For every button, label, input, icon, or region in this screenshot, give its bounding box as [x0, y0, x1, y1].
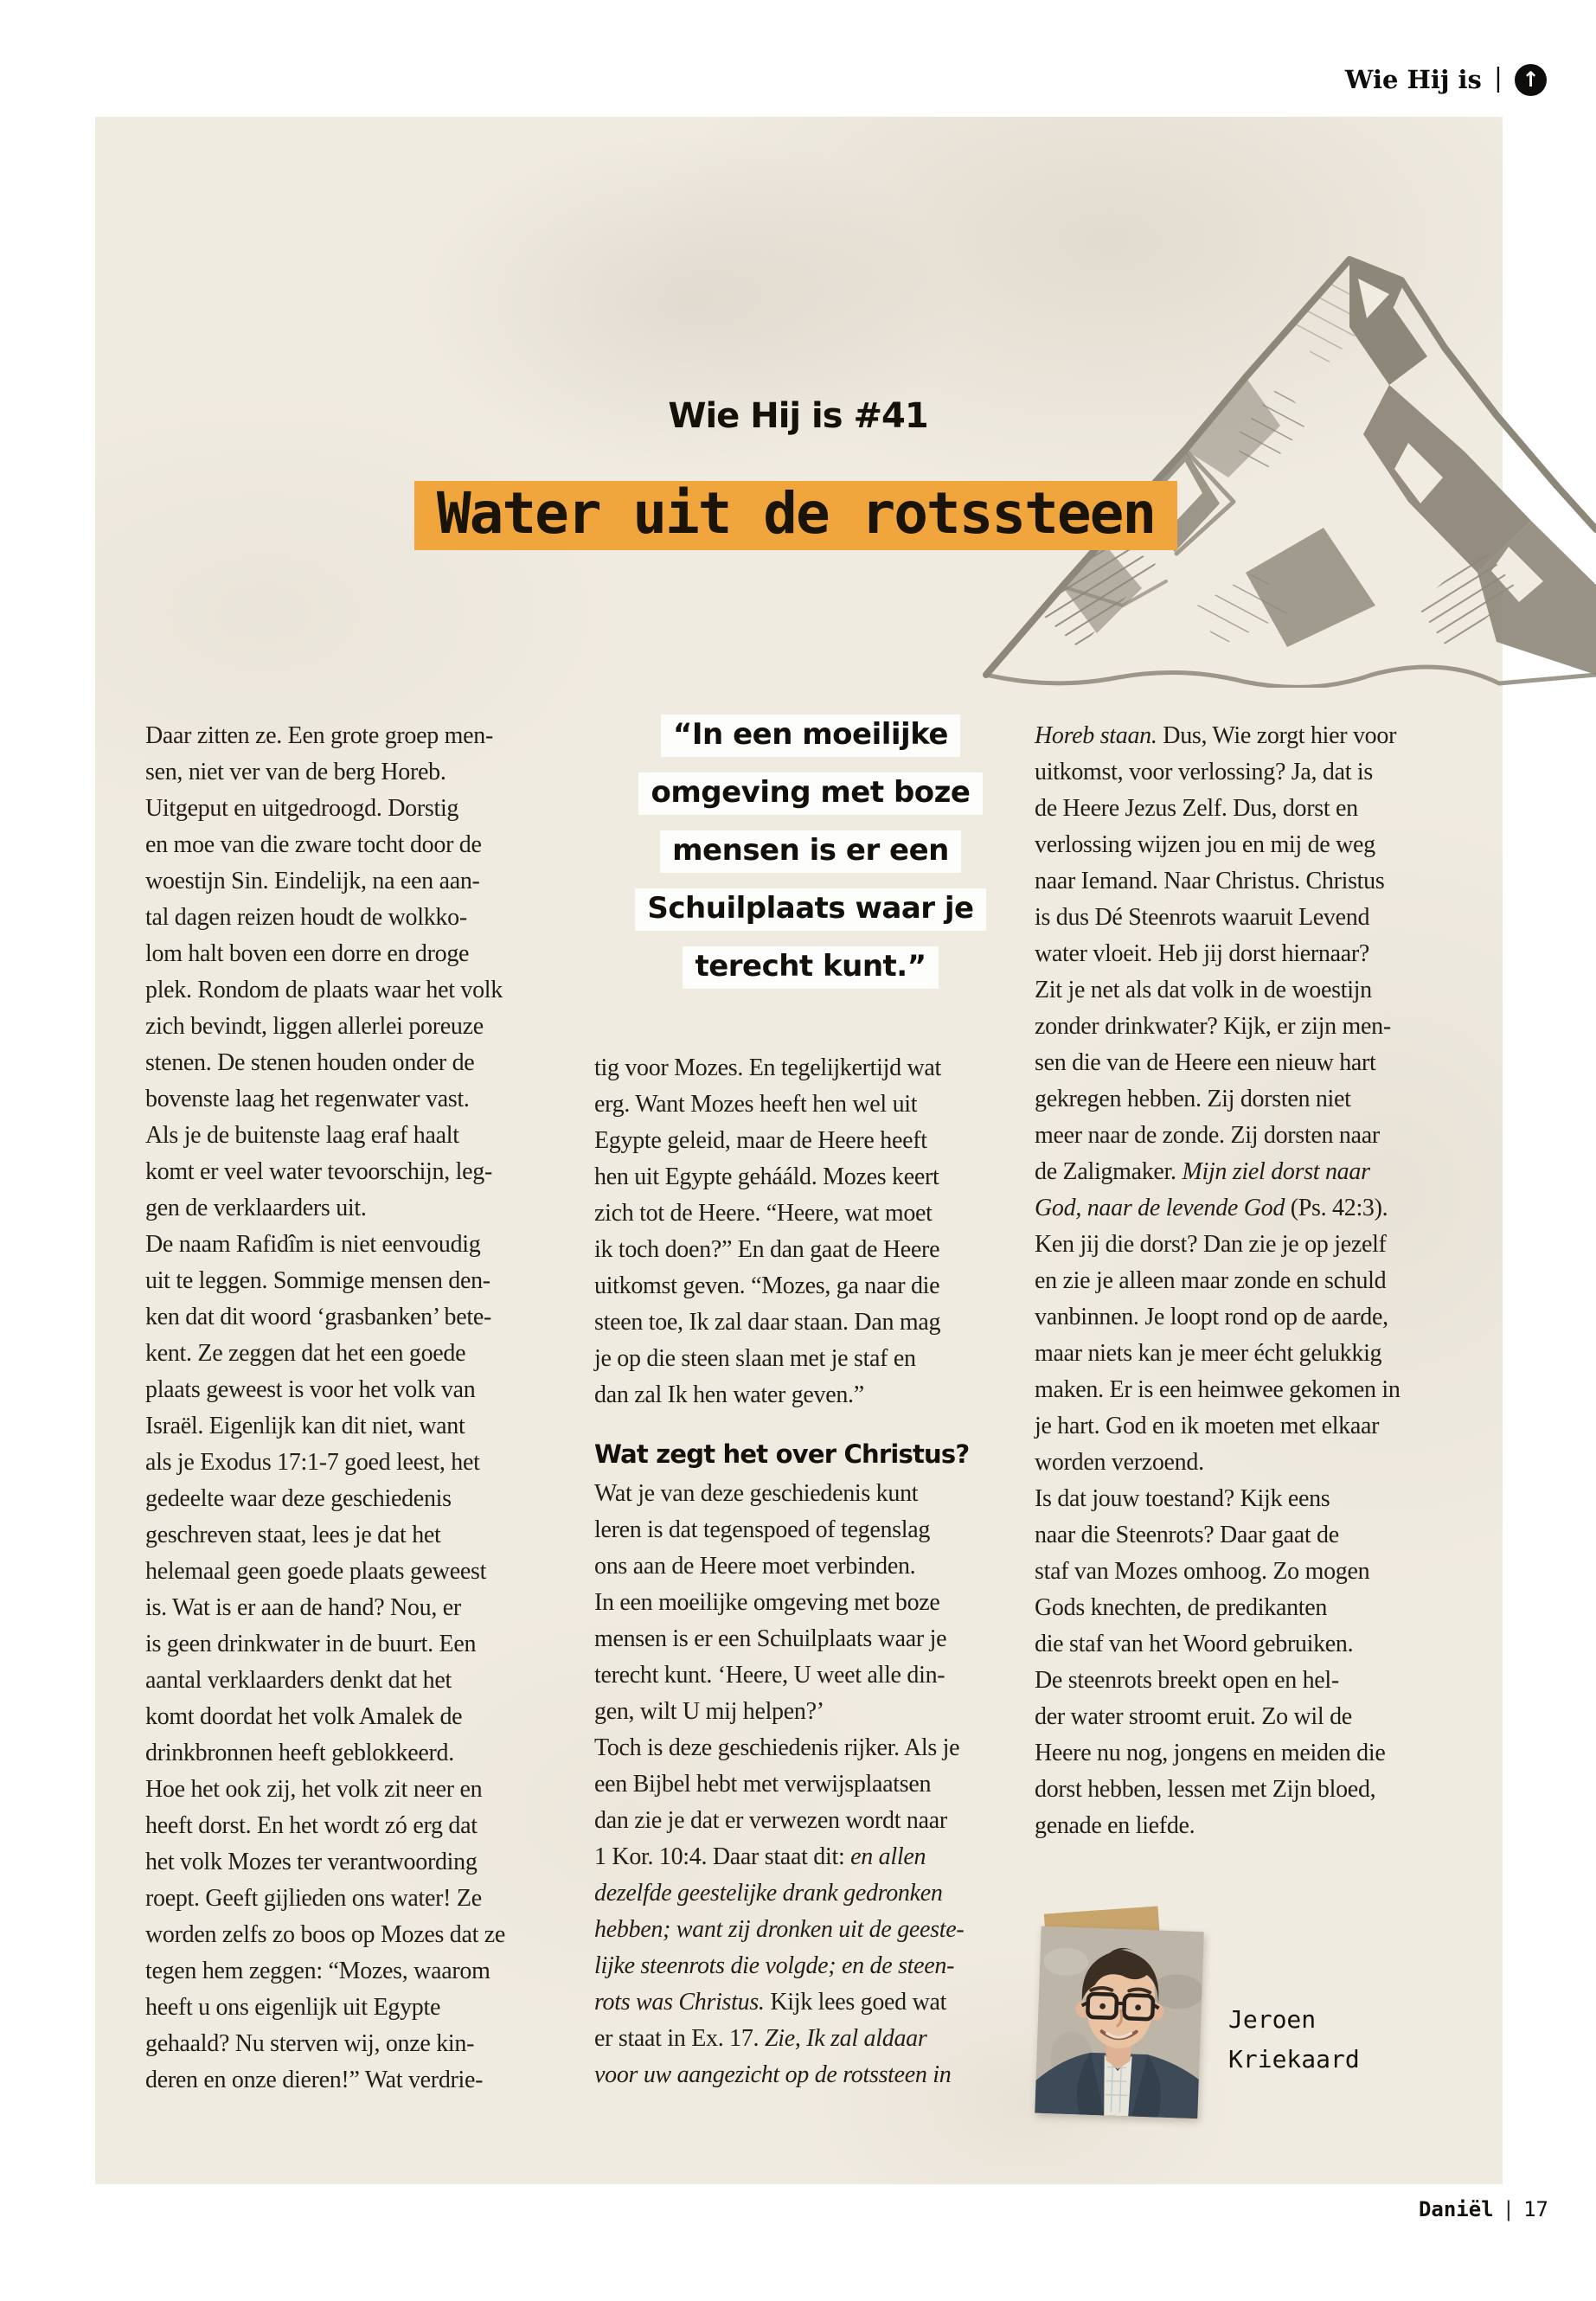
text-line: aantal verklaarders denkt dat het	[145, 1667, 452, 1694]
text-line: komt er veel water tevoorschijn, leg-	[145, 1158, 492, 1185]
text-line: zich tot de Heere. “Heere, wat moet	[594, 1200, 933, 1227]
text-line: De naam Rafidîm is niet eenvoudig	[145, 1231, 481, 1258]
author-last-name: Kriekaard	[1228, 2045, 1360, 2073]
text-line: sen, niet ver van de berg Horeb.	[145, 759, 446, 785]
text-line: is geen drinkwater in de buurt. Een	[145, 1631, 477, 1657]
running-header-title: Wie Hij is	[1344, 65, 1482, 94]
text-line: lijke steenrots die volgde; en de steen-	[594, 1952, 955, 1979]
footer-separator: |	[1502, 2197, 1516, 2221]
text-line: rots was Christus. Kijk lees goed wat	[594, 1989, 947, 2016]
text-line: maar niets kan je meer écht gelukkig	[1035, 1340, 1382, 1367]
text-line: worden verzoend.	[1035, 1449, 1204, 1476]
pull-quote-line: “In een moeilijke	[594, 715, 1027, 772]
text-line: er staat in Ex. 17. Zie, Ik zal aldaar	[594, 2025, 927, 2052]
article-column-1	[145, 718, 578, 2099]
text-line: Toch is deze geschiedenis rijker. Als je	[594, 1734, 960, 1761]
text-line: stenen. De stenen houden onder de	[145, 1049, 475, 1076]
text-line: Wat je van deze geschiedenis kunt	[594, 1480, 919, 1507]
mountain-sketch-illustration	[958, 242, 1596, 688]
section-heading: Wat zegt het over Christus?	[594, 1439, 970, 1469]
text-line: Ken jij die dorst? Dan zie je op jezelf	[1035, 1231, 1387, 1258]
text-line: steen toe, Ik zal daar staan. Dan mag	[594, 1309, 941, 1336]
text-line: 1 Kor. 10:4. Daar staat dit: en allen	[594, 1843, 926, 1870]
text-line: gekregen hebben. Zij dorsten niet	[1035, 1086, 1351, 1112]
text-line: tal dagen reizen houdt de wolkko-	[145, 904, 467, 931]
text-line: deren en onze dieren!” Wat verdrie-	[145, 2067, 484, 2093]
text-line: een Bijbel hebt met verwijsplaatsen	[594, 1771, 932, 1798]
text-line: tig voor Mozes. En tegelijkertijd wat	[594, 1054, 942, 1081]
text-line: de Heere Jezus Zelf. Dus, dorst en	[1035, 795, 1358, 822]
text-line: is dus Dé Steenrots waaruit Levend	[1035, 904, 1370, 931]
text-line: als je Exodus 17:1-7 goed leest, het	[145, 1449, 480, 1476]
text-line: ken dat dit woord ‘grasbanken’ bete-	[145, 1304, 491, 1330]
text-line: gen, wilt U mij helpen?’	[594, 1698, 824, 1725]
text-line: uitkomst geven. “Mozes, ga naar die	[594, 1272, 940, 1299]
paragraph-gap	[594, 1413, 1027, 1436]
header-separator: |	[1493, 62, 1503, 93]
series-kicker: Wie Hij is #41	[668, 396, 928, 436]
page-title: Water uit de rotssteen	[414, 481, 1177, 550]
text-line: je op die steen slaan met je staf en	[594, 1345, 916, 1372]
text-line: en zie je alleen maar zonde en schuld	[1035, 1267, 1387, 1294]
text-line: meer naar de zonde. Zij dorsten naar	[1035, 1122, 1380, 1149]
pull-quote-line: terecht kunt.”	[594, 946, 1027, 1004]
text-line: plek. Rondom de plaats waar het volk	[145, 977, 503, 1003]
text-line: naar die Steenrots? Daar gaat de	[1035, 1522, 1339, 1548]
article-column-3	[1035, 718, 1467, 1844]
text-line: je hart. God en ik moeten met elkaar	[1035, 1413, 1380, 1439]
author-first-name: Jeroen	[1228, 2005, 1317, 2034]
text-line: water vloeit. Heb jij dorst hiernaar?	[1035, 940, 1369, 967]
text-line: hebben; want zij dronken uit de geeste-	[594, 1916, 965, 1943]
running-footer	[1419, 2197, 1548, 2221]
text-line: voor uw aangezicht op de rotssteen in	[594, 2061, 952, 2088]
text-line: genade en liefde.	[1035, 1812, 1195, 1839]
arrow-up-circle-icon	[1515, 64, 1547, 96]
text-line: ons aan de Heere moet verbinden.	[594, 1553, 916, 1580]
text-line: Daar zitten ze. Een grote groep men-	[145, 722, 493, 749]
pull-quote-line: omgeving met boze	[594, 772, 1027, 830]
text-line: Als je de buitenste laag eraf haalt	[145, 1122, 459, 1149]
author-name	[1228, 2000, 1360, 2080]
text-line: tegen hem zeggen: “Mozes, waarom	[145, 1958, 490, 1984]
pull-quote-line: Schuilplaats waar je	[594, 888, 1027, 946]
text-line: heeft dorst. En het wordt zó erg dat	[145, 1812, 478, 1839]
text-line: gedeelte waar deze geschiedenis	[145, 1485, 452, 1512]
text-line: leren is dat tegenspoed of tegenslag	[594, 1516, 931, 1543]
text-line: der water stroomt eruit. Zo wil de	[1035, 1703, 1352, 1730]
text-line: In een moeilijke omgeving met boze	[594, 1589, 940, 1616]
text-line: Zit je net als dat volk in de woestijn	[1035, 977, 1372, 1003]
text-line: dorst hebben, lessen met Zijn bloed,	[1035, 1776, 1376, 1803]
text-line: helemaal geen goede plaats geweest	[145, 1558, 487, 1585]
article-column-2	[594, 1050, 1027, 2093]
text-line: Heere nu nog, jongens en meiden die	[1035, 1740, 1386, 1766]
text-line: zich bevindt, liggen allerlei poreuze	[145, 1013, 484, 1040]
text-line: Horeb staan. Dus, Wie zorgt hier voor	[1035, 722, 1397, 749]
text-line: dezelfde geestelijke drank gedronken	[594, 1880, 943, 1907]
text-line: woestijn Sin. Eindelijk, na een aan-	[145, 868, 480, 894]
text-line: is. Wat is er aan de hand? Nou, er	[145, 1594, 461, 1621]
text-line: lom halt boven een dorre en droge	[145, 940, 470, 967]
text-line: staf van Mozes omhoog. Zo mogen	[1035, 1558, 1370, 1585]
footer-page-number: 17	[1523, 2197, 1548, 2221]
text-line: terecht kunt. ‘Heere, U weet alle din-	[594, 1662, 945, 1689]
text-line: Israël. Eigenlijk kan dit niet, want	[145, 1413, 465, 1439]
text-line: het volk Mozes ter verantwoording	[145, 1849, 478, 1875]
text-line: gen de verklaarders uit.	[145, 1195, 367, 1221]
text-line: bovenste laag het regenwater vast.	[145, 1086, 470, 1112]
text-line: roept. Geeft gijlieden ons water! Ze	[145, 1885, 482, 1912]
text-line: de Zaligmaker. Mijn ziel dorst naar	[1035, 1158, 1370, 1185]
text-line: Gods knechten, de predikanten	[1035, 1594, 1328, 1621]
text-line: Uitgeput en uitgedroogd. Dorstig	[145, 795, 459, 822]
text-line: worden zelfs zo boos op Mozes dat ze	[145, 1921, 506, 1948]
running-header	[1345, 62, 1547, 97]
text-line: en moe van die zware tocht door de	[145, 831, 482, 858]
text-line: Hoe het ook zij, het volk zit neer en	[145, 1776, 483, 1803]
text-line: zonder drinkwater? Kijk, er zijn men-	[1035, 1013, 1391, 1040]
text-line: geschreven staat, lees je dat het	[145, 1522, 441, 1548]
text-line: heeft u ons eigenlijk uit Egypte	[145, 1994, 441, 2021]
text-line: mensen is er een Schuilplaats waar je	[594, 1625, 947, 1652]
text-line: uit te leggen. Sommige mensen den-	[145, 1267, 490, 1294]
text-line: drinkbronnen heeft geblokkeerd.	[145, 1740, 454, 1766]
text-line: naar Iemand. Naar Christus. Christus	[1035, 868, 1385, 894]
text-line: dan zie je dat er verwezen wordt naar	[594, 1807, 947, 1834]
text-line: hen uit Egypte gehááld. Mozes keert	[594, 1163, 939, 1190]
text-line: Is dat jouw toestand? Kijk eens	[1035, 1485, 1330, 1512]
text-line: dan zal Ik hen water geven.”	[594, 1381, 864, 1408]
text-line: komt doordat het volk Amalek de	[145, 1703, 463, 1730]
text-line: vanbinnen. Je loopt rond op de aarde,	[1035, 1304, 1388, 1330]
pull-quote	[594, 715, 1027, 1004]
text-line: maken. Er is een heimwee gekomen in	[1035, 1376, 1401, 1403]
text-line: sen die van de Heere een nieuw hart	[1035, 1049, 1376, 1076]
text-line: kent. Ze zeggen dat het een goede	[145, 1340, 466, 1367]
text-line: God, naar de levende God (Ps. 42:3).	[1035, 1195, 1388, 1221]
text-line: Egypte geleid, maar de Heere heeft	[594, 1127, 927, 1154]
footer-magazine-name: Daniël	[1418, 2197, 1494, 2221]
author-portrait-illustration	[1035, 1926, 1203, 2118]
text-line: erg. Want Mozes heeft hen wel uit	[594, 1091, 918, 1118]
text-line: plaats geweest is voor het volk van	[145, 1376, 476, 1403]
text-line: ik toch doen?” En dan gaat de Heere	[594, 1236, 940, 1263]
author-photo	[1035, 1926, 1203, 2118]
page-title-wrap	[0, 481, 1592, 550]
pull-quote-line: mensen is er een	[594, 830, 1027, 888]
text-line: uitkomst, voor verlossing? Ja, dat is	[1035, 759, 1373, 785]
text-line: die staf van het Woord gebruiken.	[1035, 1631, 1354, 1657]
text-line: gehaald? Nu sterven wij, onze kin-	[145, 2030, 475, 2057]
text-line: De steenrots breekt open en hel-	[1035, 1667, 1339, 1694]
arrow-up-glyph: ↑	[1522, 67, 1540, 92]
text-line: verlossing wijzen jou en mij de weg	[1035, 831, 1375, 858]
